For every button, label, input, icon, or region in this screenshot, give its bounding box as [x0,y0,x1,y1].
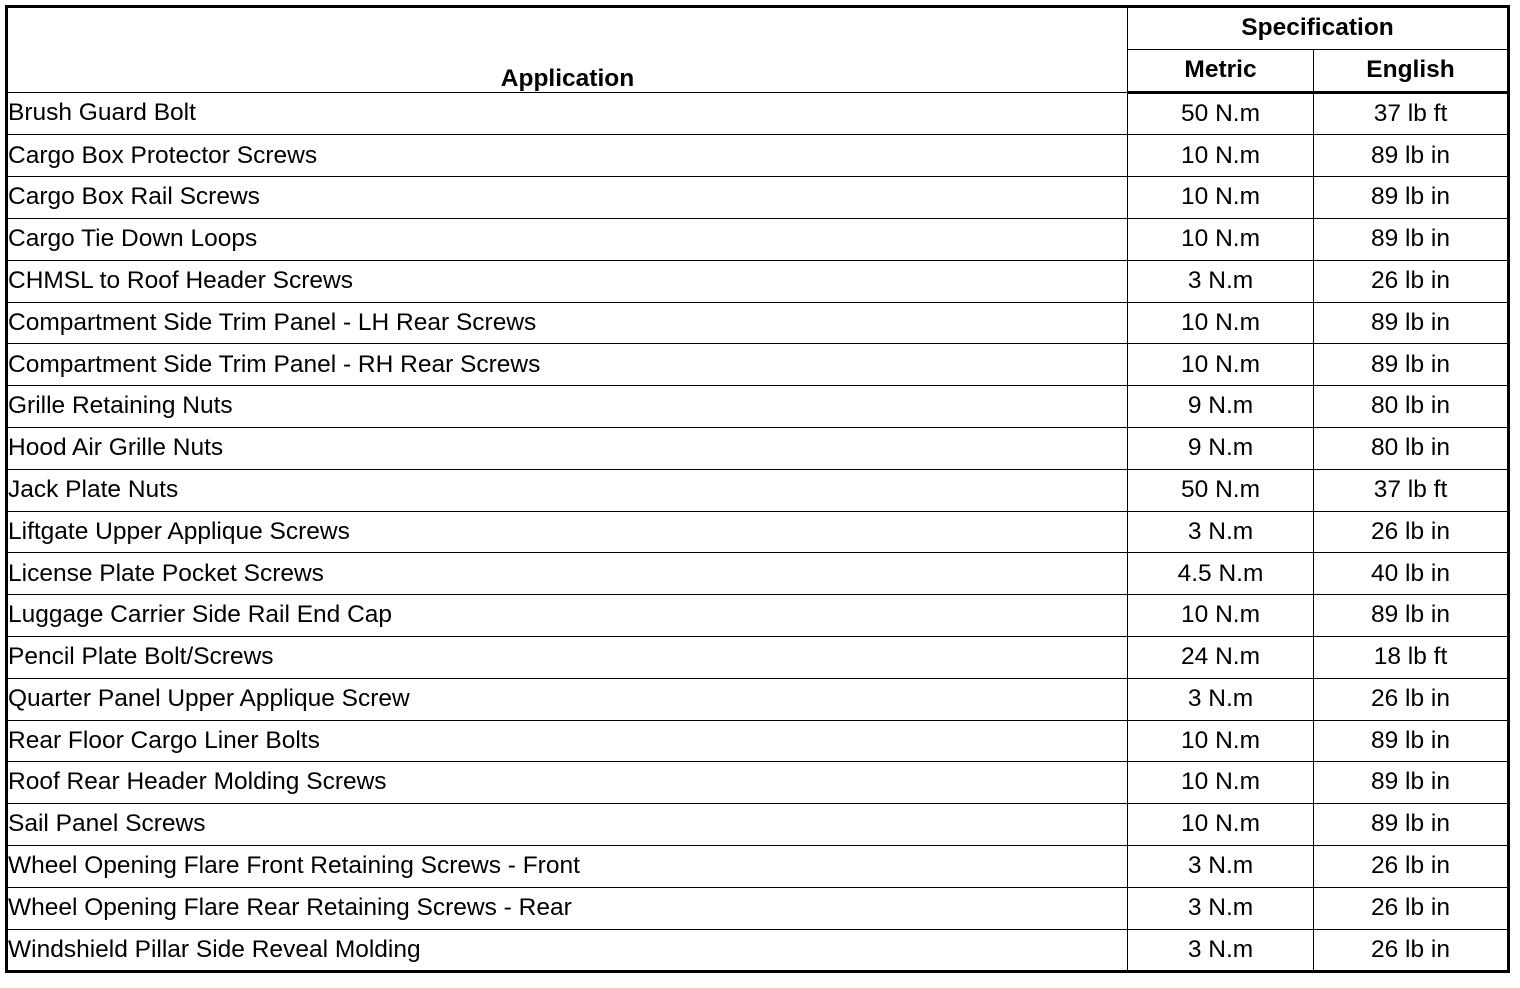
metric-torque-cell: 9 N.m [1128,427,1314,469]
application-cell: Roof Rear Header Molding Screws [7,762,1128,804]
table-row [7,804,1509,846]
application-cell: Jack Plate Nuts [7,469,1128,511]
english-torque-cell: 26 lb in [1314,929,1509,972]
metric-torque-cell: 3 N.m [1128,845,1314,887]
table-row [7,511,1509,553]
table-row [7,887,1509,929]
application-cell: Rear Floor Cargo Liner Bolts [7,720,1128,762]
metric-torque-cell: 3 N.m [1128,929,1314,972]
english-torque-cell: 89 lb in [1314,344,1509,386]
application-cell: Wheel Opening Flare Rear Retaining Screws - Rear [7,887,1128,929]
table-row [7,92,1509,135]
specification-column-header: Specification [1128,7,1509,50]
table-row [7,427,1509,469]
metric-torque-cell: 50 N.m [1128,92,1314,135]
header-row-top [7,7,1509,50]
table-row [7,720,1509,762]
metric-torque-cell: 3 N.m [1128,887,1314,929]
application-cell: Brush Guard Bolt [7,92,1128,135]
english-torque-cell: 18 lb ft [1314,636,1509,678]
table-row [7,135,1509,177]
table-body [7,92,1509,972]
english-torque-cell: 37 lb ft [1314,469,1509,511]
english-torque-cell: 80 lb in [1314,386,1509,428]
application-column-header: Application [7,7,1128,93]
english-column-header: English [1314,49,1509,92]
english-torque-cell: 80 lb in [1314,427,1509,469]
application-cell: Compartment Side Trim Panel - RH Rear Screws [7,344,1128,386]
english-torque-cell: 89 lb in [1314,804,1509,846]
application-cell: Cargo Tie Down Loops [7,218,1128,260]
application-cell: CHMSL to Roof Header Screws [7,260,1128,302]
table-row [7,218,1509,260]
table-row [7,469,1509,511]
metric-torque-cell: 4.5 N.m [1128,553,1314,595]
english-torque-cell: 89 lb in [1314,135,1509,177]
english-torque-cell: 26 lb in [1314,260,1509,302]
table-header [7,7,1509,93]
table-row [7,386,1509,428]
metric-column-header: Metric [1128,49,1314,92]
table-row [7,595,1509,637]
metric-torque-cell: 10 N.m [1128,804,1314,846]
english-torque-cell: 89 lb in [1314,302,1509,344]
english-torque-cell: 40 lb in [1314,553,1509,595]
metric-torque-cell: 3 N.m [1128,678,1314,720]
application-cell: Grille Retaining Nuts [7,386,1128,428]
metric-torque-cell: 10 N.m [1128,302,1314,344]
metric-torque-cell: 24 N.m [1128,636,1314,678]
english-torque-cell: 37 lb ft [1314,92,1509,135]
metric-torque-cell: 10 N.m [1128,720,1314,762]
english-torque-cell: 89 lb in [1314,177,1509,219]
english-torque-cell: 89 lb in [1314,762,1509,804]
metric-torque-cell: 10 N.m [1128,177,1314,219]
application-cell: Quarter Panel Upper Applique Screw [7,678,1128,720]
table-row [7,302,1509,344]
table-row [7,678,1509,720]
application-cell: Sail Panel Screws [7,804,1128,846]
english-torque-cell: 26 lb in [1314,678,1509,720]
english-torque-cell: 89 lb in [1314,720,1509,762]
application-cell: Luggage Carrier Side Rail End Cap [7,595,1128,637]
table-row [7,177,1509,219]
metric-torque-cell: 9 N.m [1128,386,1314,428]
metric-torque-cell: 10 N.m [1128,344,1314,386]
metric-torque-cell: 10 N.m [1128,762,1314,804]
table-row [7,553,1509,595]
table-row [7,636,1509,678]
table-row [7,344,1509,386]
application-cell: Liftgate Upper Applique Screws [7,511,1128,553]
table-row [7,929,1509,972]
application-cell: Cargo Box Rail Screws [7,177,1128,219]
metric-torque-cell: 10 N.m [1128,218,1314,260]
application-cell: Hood Air Grille Nuts [7,427,1128,469]
application-cell: License Plate Pocket Screws [7,553,1128,595]
english-torque-cell: 26 lb in [1314,845,1509,887]
application-cell: Windshield Pillar Side Reveal Molding [7,929,1128,972]
metric-torque-cell: 50 N.m [1128,469,1314,511]
english-torque-cell: 26 lb in [1314,887,1509,929]
english-torque-cell: 89 lb in [1314,595,1509,637]
metric-torque-cell: 3 N.m [1128,260,1314,302]
application-cell: Pencil Plate Bolt/Screws [7,636,1128,678]
fastener-torque-table [5,5,1510,973]
application-cell: Compartment Side Trim Panel - LH Rear Screws [7,302,1128,344]
application-cell: Wheel Opening Flare Front Retaining Screws - Front [7,845,1128,887]
table-row [7,762,1509,804]
metric-torque-cell: 10 N.m [1128,595,1314,637]
english-torque-cell: 89 lb in [1314,218,1509,260]
application-cell: Cargo Box Protector Screws [7,135,1128,177]
metric-torque-cell: 3 N.m [1128,511,1314,553]
metric-torque-cell: 10 N.m [1128,135,1314,177]
table-row [7,845,1509,887]
english-torque-cell: 26 lb in [1314,511,1509,553]
table-row [7,260,1509,302]
